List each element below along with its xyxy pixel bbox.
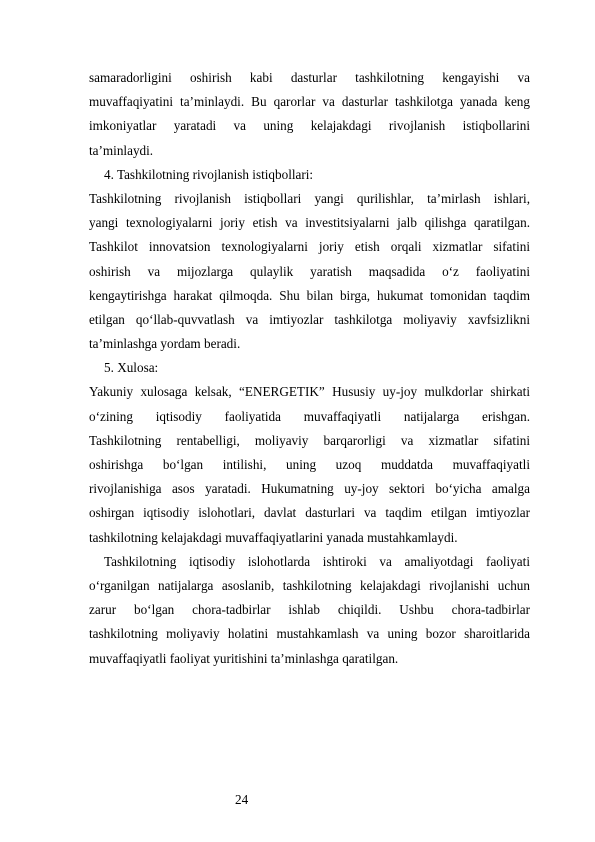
text-line: etilgan qo‘llab-quvvatlash va imtiyozlar tashkilotga moliyaviy xavfsizlikni: [89, 311, 530, 327]
section-heading: 4. Tashkilotning rivojlanish istiqbollari:: [104, 166, 314, 182]
text-line: tashkilotning moliyaviy holatini mustahkamlash va uning bozor sharoitlarida: [89, 626, 530, 642]
text-line: oshirish va mijozlarga qulaylik yaratish maqsadida o‘z faoliyatini: [89, 263, 530, 279]
text-line: ta’minlashga yordam beradi.: [89, 336, 241, 352]
text-line: Tashkilotning rentabelligi, moliyaviy barqarorligi va xizmatlar sifatini: [89, 432, 530, 448]
text-line: muvaffaqiyatli faoliyat yuritishini ta’minlashga qaratilgan.: [89, 650, 399, 666]
text-line: yangi texnologiyalarni joriy etish va investitsiyalarni jalb qilishga qaratilgan.: [89, 215, 530, 231]
text-line: rivojlanishiga asos yaratadi. Hukumatning uy-joy sektori bo‘yicha amalga: [89, 481, 530, 497]
text-line: kengaytirishga harakat qilmoqda. Shu bilan birga, hukumat tomonidan taqdim: [89, 287, 530, 303]
text-line: ta’minlaydi.: [89, 142, 154, 158]
text-line: o‘zining iqtisodiy faoliyatida muvaffaqiyatli natijalarga erishgan.: [89, 408, 530, 424]
text-line: muvaffaqiyatini ta’minlaydi. Bu qarorlar va dasturlar tashkilotga yanada keng: [89, 94, 530, 110]
text-line: zarur bo‘lgan chora-tadbirlar ishlab chiqildi. Ushbu chora-tadbirlar: [89, 602, 530, 618]
text-line: tashkilotning kelajakdagi muvaffaqiyatlarini yanada mustahkamlaydi.: [89, 529, 458, 545]
text-line: samaradorligini oshirish kabi dasturlar tashkilotning kengayishi va: [89, 70, 530, 85]
section-heading: 5. Xulosa:: [104, 360, 159, 376]
body-text: [89, 66, 530, 671]
text-line: Yakuniy xulosaga kelsak, “ENERGETIK” Hususiy uy-joy mulkdorlar shirkati: [89, 384, 530, 400]
text-line: oshirgan iqtisodiy islohotlari, davlat dasturlari va taqdim etilgan imtiyozlar: [89, 505, 530, 521]
text-line: o‘rganilgan natijalarga asoslanib, tashkilotning kelajakdagi rivojlanishi uchun: [89, 577, 530, 593]
text-line: oshirishga bo‘lgan intilishi, uning uzoq muddatda muvaffaqiyatli: [89, 457, 530, 472]
text-line: Tashkilotning iqtisodiy islohotlarda ishtiroki va amaliyotdagi faoliyati: [104, 553, 530, 569]
page-number: 24: [235, 792, 249, 807]
text-line: Tashkilotning rivojlanish istiqbollari yangi qurilishlar, ta’mirlash ishlari,: [89, 190, 530, 206]
text-line: Tashkilot innovatsion texnologiyalarni joriy etish orqali xizmatlar sifatini: [89, 239, 530, 255]
text-line: imkoniyatlar yaratadi va uning kelajakdagi rivojlanish istiqbollarini: [89, 118, 530, 134]
